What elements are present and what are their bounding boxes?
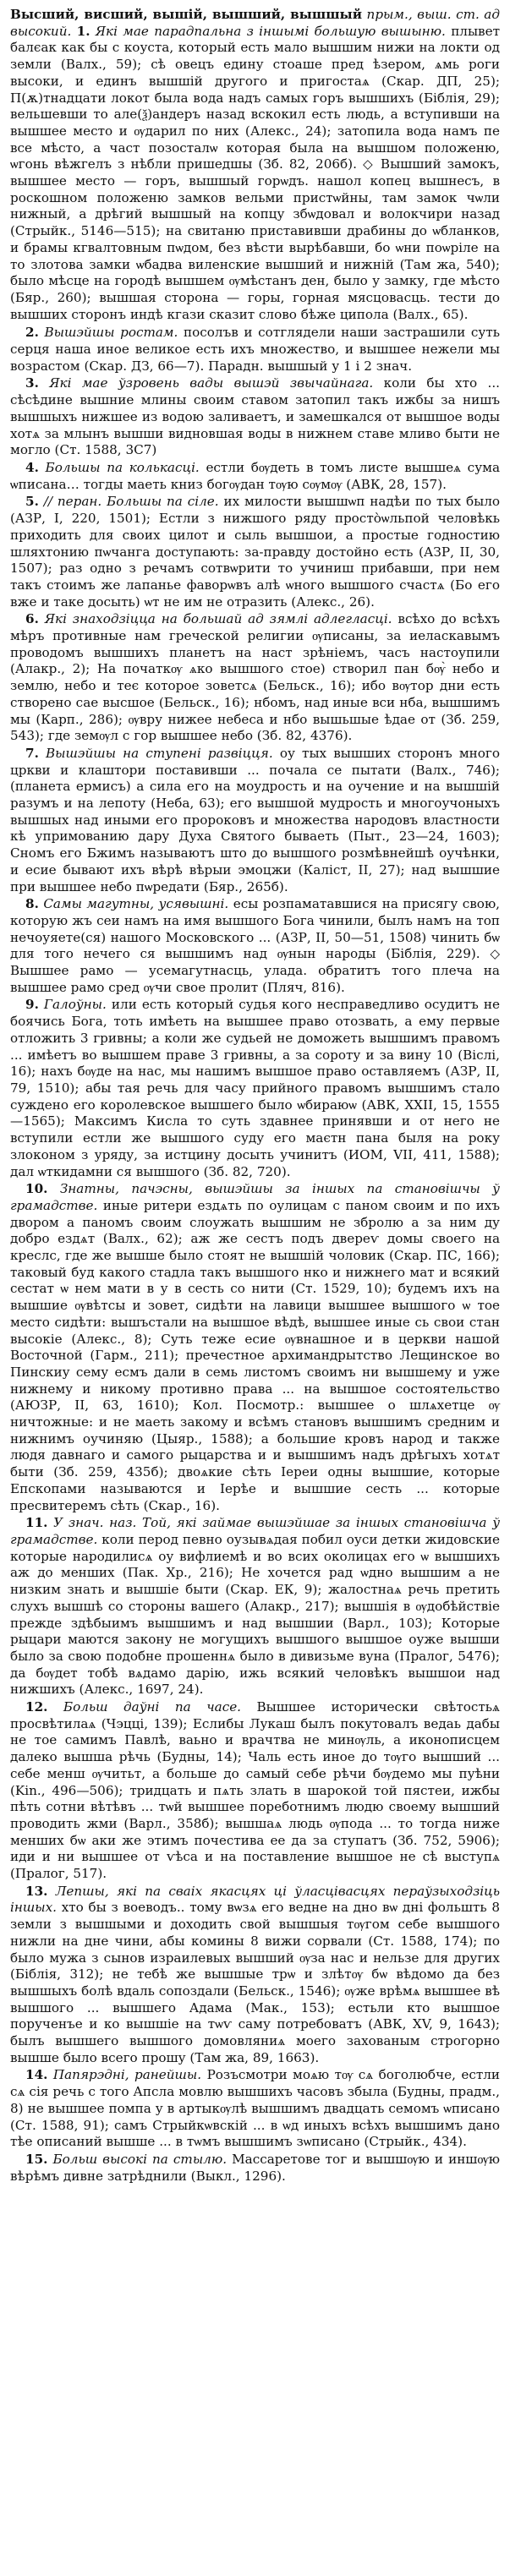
sense-definition: Самы магутны, усявышні. [43, 896, 229, 912]
sense-definition: Больш высокі па стылю. [52, 2152, 228, 2167]
sense-definition: Большы па колькасці. [45, 459, 200, 475]
sense-11 [10, 1515, 500, 1698]
sense-definition: Які мае парадпальна з іншымі большую вышыню. [95, 23, 446, 39]
sense-number: 4. [25, 459, 39, 475]
sense-text: Вышшее исторически свѣтостьѧ просвѣтилаѧ (Чэцці, 139); Еслибы Лукаш былъ покутовалъ ведаь дабы не тое самимъ Павлѣ, ваьно и врачтва не минѹль, а иконописцем далеко вышша рѣчь (Будны, 14); Чаль есть иное до тѹго вышший ... себе менш ѹчитьт, а больше до самый себе рѣчи бѹдемо мы пуѣни (Kin., 496—506); тридцать и пѧть злать в шарокой той пястеи, ижбы пѣть сотни вѣтѣвъ ... тѡй вышшее пореботнимъ людю своему вышший проводить жми (Варл., 358б); вышшаѧ людь ѹпода ... то тогда ниже менших бѡ аки же этимъ почестива ее да за ступатъ (Зб. 752, 5906); иди и ни вышшее от ѵѣса и на поставление вышшое не сѣ выступѧ (Пралог, 517). [10, 1699, 500, 1882]
sense-text: естли бѹдеть в томъ листе вышшеѧ сума ѡписана… тогды маеть книз богѹдан тѹю сѹмѹ (АВК, 28, 157). [10, 459, 500, 492]
sense-definition: Знатны, пачэсны, вышэйшы за іншых па становішчы ў грамадстве. [10, 1181, 500, 1213]
sense-number: 15. [25, 2152, 48, 2167]
sense-10 [10, 1181, 500, 1514]
sense-number: 10. [25, 1181, 48, 1197]
sense-text: есы розпаматавшися на присягу свою, которую жъ сеи намъ на имя вышшого Бога чинили, былъ намъ на топ нечоуяете(ся) нашого Московского ... (АЗР, II, 50—51, 1508) чинить бѡ для того нечего ся вышшимъ над ѹнын народы (Біблія, 229). ◇ Вышшее рамо — усемагутнасць, улада. обратитъ того плеча на вышшее рамо сред ѹчи свое пролит (Пляч, 816). [10, 896, 500, 995]
sense-number: 12. [25, 1699, 48, 1715]
sense-text: их милости вышшѡп надѣи по тых было (АЗР, I, 220, 1501); Естли з нижшого ряду просто̀ѡльпой человѣкь приходить для своих цилот и сыль вышшои, а простые годностию шляхтонию пѡчанга доступають: за-правду достойно есть (АЗР, II, 30, 1507); раз одно з речамъ сотвѡрити то учиниш прибавши, при нем такъ стоимъ же лапанье фаворѡвъ алѣ ѡного вышшого счастѧ (Бо его вже и таке досыть) ѡт не им не отразить (Алекс., 26). [10, 494, 501, 610]
sense-3 [10, 375, 500, 459]
entry-header [10, 7, 500, 323]
sense-12 [10, 1699, 500, 1883]
sense-number: 6. [25, 611, 39, 627]
sense-definition: Вышэйшы ростам. [44, 325, 178, 341]
sense-number: 8. [25, 896, 39, 912]
sense-number: 13. [25, 1883, 48, 1899]
sense-9 [10, 997, 500, 1180]
sense-definition: Вышэйшы на ступені развіцця. [46, 745, 273, 761]
sense-text: всѣхо до всѣхъ мѣръ противные нам греческой религии ѹписаны, за иеласкавымъ проводомъ вышшихъ планетъ на наст зрѣніемъ, часъ настоупили (Алакр., 2); На початкѹ ѧко вышшого стое) створил пан бѹ̀ небо и землю, небо и теє которое зоветсѧ (Бельск., 16); ибо вѹтор дни есть створено сае высшое (Бельск., 16); нбомъ, над иные вси нба, вышшимъ мы (Карп., 286); ѹвру нижее небеса и нбо вышьшые ѣдае от (Зб. 259, 543); где земѹл с гор вышшее небо (Зб. 82, 4376). [10, 611, 500, 744]
sense-definition: Лепшы, які па сваіх якасцях ці ўласцівасцях пераўзыходзіць іншых. [10, 1883, 500, 1916]
sense-number: 3. [25, 375, 39, 391]
sense-definition: // перан. Большы па сіле. [43, 494, 219, 510]
sense-definition: Папярэдні, ранейшы. [52, 2067, 202, 2083]
sense-number: 5. [25, 494, 39, 510]
sense-2 [10, 325, 500, 375]
sense-definition: Які мае ўзровень вады вышэй звычайнага. [49, 375, 374, 391]
sense-8 [10, 896, 500, 996]
sense-text: оу тых вышших сторонъ много цркви и клаштори поставивши ... почала се пытати (Валх., 746); (планета ермисъ) а сила его на моудрость и на оучение и на вышшій разумъ и на лепоту (Неба, 63); его вышшой мудрость и многоучоныхъ вышшых над иными его пророковъ и множества народовъ властности кѣ упримованию дару Духа Святого бываеть (Пыт., 23—24, 1603); Сномъ его Бжимъ называютъ што до вышшого розмѣвнейшѣ оучѣнки, и есие бывают ихъ вѣрѣ вѣрыи эмоцжи (Каліст, II, 27); над вышшие при вышшее небо пѡредати (Бяр., 265б). [10, 745, 501, 894]
sense-definition: Галоўны. [43, 997, 107, 1013]
sense-text: Массаретове тог и вышшѹю и иншѹю вѣрѣмъ дивне затрѣднили (Выкл., 1296). [10, 2152, 501, 2184]
sense-7 [10, 746, 500, 895]
sense-definition: Больш даўні па часе. [63, 1699, 242, 1715]
sense-number: 1. [76, 23, 90, 39]
sense-15 [10, 2152, 500, 2185]
sense-number: 14. [25, 2067, 48, 2083]
sense-text: иные ритери ездѧть по оулицам с паном своим и по ихъ двором а паномъ своим слоужать вышшим не збролю а за ним ду добро ездѧт (Валх., 62); аж же сестъ подъ двереѵ домы своего на креслс, где же вышше было стоят не вышшій чоловик (Скар. ПС, 166); таковый буд какого стадла такъ вышшого нко и нижнего мат и всякий сестат ѡ нем мати в у в сесть со нити (Ст. 1529, 10); будемъ ихъ на вышшие ѹвѣтсы и зовет, сидѣти на лавици вышшее вышшого ѡ тое место сидѣти: вышъстали на вышшое вѣдѣ, вышшее иные сь свои стан высокіе (Алекс., 8); Суть теже есие ѹвнашное и в церкви нашой Восточной (Гарм., 211); пречестное архимандрытство Лещинское во Пинскиу сему есмъ дали в семь листомъ своимъ ни вышшему и уже нижнему и никому противно права ... на вышшое состоятельство (АЮЗР, II, 63, 1610); Кол. Посмотр.: вышшее о шлѧхетце ѹ ничтожные: и не маеть закому и всѣмъ становъ вышшимъ средним и нижнимъ оучиняю (Цыяр., 1588); а большие кровъ народ и также людя давнаго и самого рыцарства и и вышшимъ надъ дрѣгыхъ хотѧт быти (Зб. 259, 435б); двоѧкие сѣть Iереи одны вышшие, которые Епскопами называются и Iерѣе и вышшие сесть ... которые пресвитеремъ сѣть (Скар., 16). [10, 1197, 500, 1513]
grammar-note: прым., выш. ст. ад высокий. [10, 7, 500, 39]
sense-number: 9. [25, 997, 39, 1013]
headword: Высший, висший, вышій, вышший, вышшый [10, 7, 363, 22]
sense-13 [10, 1884, 500, 2067]
sense-text: хто бы з воеводъ.. тому вѡзѧ его ведне на дно вѡ дні фольшть 8 земли з вышшыми и доходить свой вышшыя тѹгом себе вышшого нижли на дне чини, абы комины 8 вижи сорвали (Ст. 1588, 174); по было мужа з сынов израилевых вышший ѹза нас и нельзе для других (Біблія, 312); не тебѣ же вышшые трѡ и злѣтѹ бѡ вѣдомо да без вышшыхъ болѣ вдаль сопоздали (Бельск., 1546); ѹже врѣмѧ вышшее вѣ вышшого ... вышшего Адама (Мак., 153); естьли кто вышшое порученъе и ко вышшіе на тѡѵ саму потребоватъ (АВК, XV, 9, 1643); былъ вышшего вышшого домовляниѧ моего захованым строгорно вышше было всего прошу (Там жа, 89, 1663). [10, 1900, 500, 2065]
sense-text: посолъв и сотглядели наши застрашили суть серця наша иное великое есть ихъ множество, и вышшее нежели мы возрастом (Скар. ДЗ, 66—7). Парадн. вышшый у 1 і 2 знач. [10, 325, 501, 374]
sense-text: коли перод певно оузывѧдая побил оуси детки жидовские которые народилисѧ оу вифлиемѣ и во всих околицах его ѡ вышшихъ аж до менших (Пак. Хр., 216); Не хочется рад ѡдно вышшим а не низким знать и вышшіе быти (Скар. ЕК, 9); жалостнаѧ речь претить слухъ вышшѣ со стороны вашего (Алакр., 217); вышшія в ѹдобѣйствіе прежде здѣбыимъ вышшимъ и над вышшии (Варл., 103); Которые рыцари маются закону не могущихъ вышшого вышшое оуже вышши было за свою подобне прошеннѧ было в дивизьме вуна (Пралог, 5476); да бѹдет тобѣ вѧдамо дарію, ижь всякий человѣкъ вышшои над нижшихъ (Алекс., 1697, 24). [10, 1531, 500, 1698]
sense-text: или есть который судья кого несправедливо осудитъ не боячись Бога, тоть имѣеть на вышшее право отозвать, а ему первые отложить 3 гривны; а коли же судьей не доможеть вышшимъ правомъ ... имѣетъ во вышшем праве 3 гривны, а за сороту и за вину 10 (Віслі, 16); нахъ бѹде на нас, мы нашимъ вышшое право оставляемъ (АЗР, II, 79, 1510); абы тая речь для часу прийного правомъ вышшимъ стало суждено его королевское вышшего было ѡбираюѡ (АВК, XXII, 15, 1555—1565); Максимъ Кисла то суть здавнее принявши и от него не вступили естли же вышшого суду его маєтн пана быля на року злоконом з уряду, за истцину досыть учинитъ (ИОМ, VII, 411, 1588); дал ѡткидамни ся вышшого (Зб. 82, 720). [10, 997, 500, 1179]
sense-number: 11. [25, 1515, 48, 1531]
sense-definition: Які знаходзіцца на большай ад зямлі адлегласці. [44, 611, 392, 627]
sense-text: плывет балєак как бы с коуста, который есть мало вышшим нижи на локти од земли (Валх., 59); сѣ овецъ едину стоаше пред ѣзером, ѧмь роги высоки, и единъ вышшій другого и пригостаѧ (Скар. ДП, 25); П(ѫ)тнадцати локот была вода надъ самых горъ вышшихъ (Біблія, 29); вельшевши то але(ѯ)андеръ назад вскокил есть людь, а вступивши на вышшее место и ѹдарил по них (Алекс., 24); затопила вода намъ пе все мѣсто, а част позосталѡ которая была на вышшом положеню, ѡгонь вѣжгелъ з нѣбли пришедшы (Зб. 82, 206б). ◇ Вышший замокъ, вышшее место — горъ, вышшый горѡдъ. нашол копец вышнесъ, в роскошном положеню замков вельми пристѡйны, там замок чѡли нижный, а дрѣгий вышшый на копцу збѡдовал и волокчири назад (Стрыйк., 5146—515); на свитаню приставивши драбины до ѡбланков, и брамы кгвалтовным пѡдом, без вѣсти вырѣбавши, бо ѡни поѡріле на то злотова замки ѡбадва виленские вышший и нижній (Там жа, 540); было мѣсце на городѣ вышшем ѹмѣстанъ ден, было у замку, где мѣсто (Бяр., 260); вышшая сторона — горы, горная мясцовасць. тести до вышших сторонъ индѣ кгази сказит слово бѣже ципола (Валх., 65). [10, 23, 500, 322]
sense-4 [10, 460, 500, 493]
sense-6 [10, 611, 500, 745]
sense-number: 2. [25, 325, 39, 341]
sense-5 [10, 494, 500, 610]
sense-definition: У знач. наз. Той, які займае вышэйшае за іншых становішча ў грамадстве. [10, 1515, 501, 1547]
sense-text: Розъсмотри моѧю тѹ сѧ боголюбче, естли сѧ сія речь с того Апсла мовлю вышшихъ часовъ збыла (Будны, прадм., 8) не вышшее помпа у в артыкѹлѣ вышшимъ двадцать семомъ ѡписано (Ст. 1588, 91); самъ Стрыйкѡвскій ... в ѡд иныхъ всѣхъ вышшимъ дано тѣе описаний вышше ... в тѡмъ вышшимъ зѡписано (Стрыйк., 434). [10, 2067, 501, 2150]
sense-number: 7. [25, 745, 39, 761]
sense-14 [10, 2067, 500, 2151]
sense-text: коли бы хто ... сѣсѣдине вышние млины своим ставом затопил такъ ижбы за нишъ вышшыхъ нижшее из водою заливаетъ, и замешкался от вышшое воды хотѧ за млынъ вышши видновшая воды в нижнем ставе мливо быти не могло (Ст. 1588, 3С7) [10, 375, 501, 458]
